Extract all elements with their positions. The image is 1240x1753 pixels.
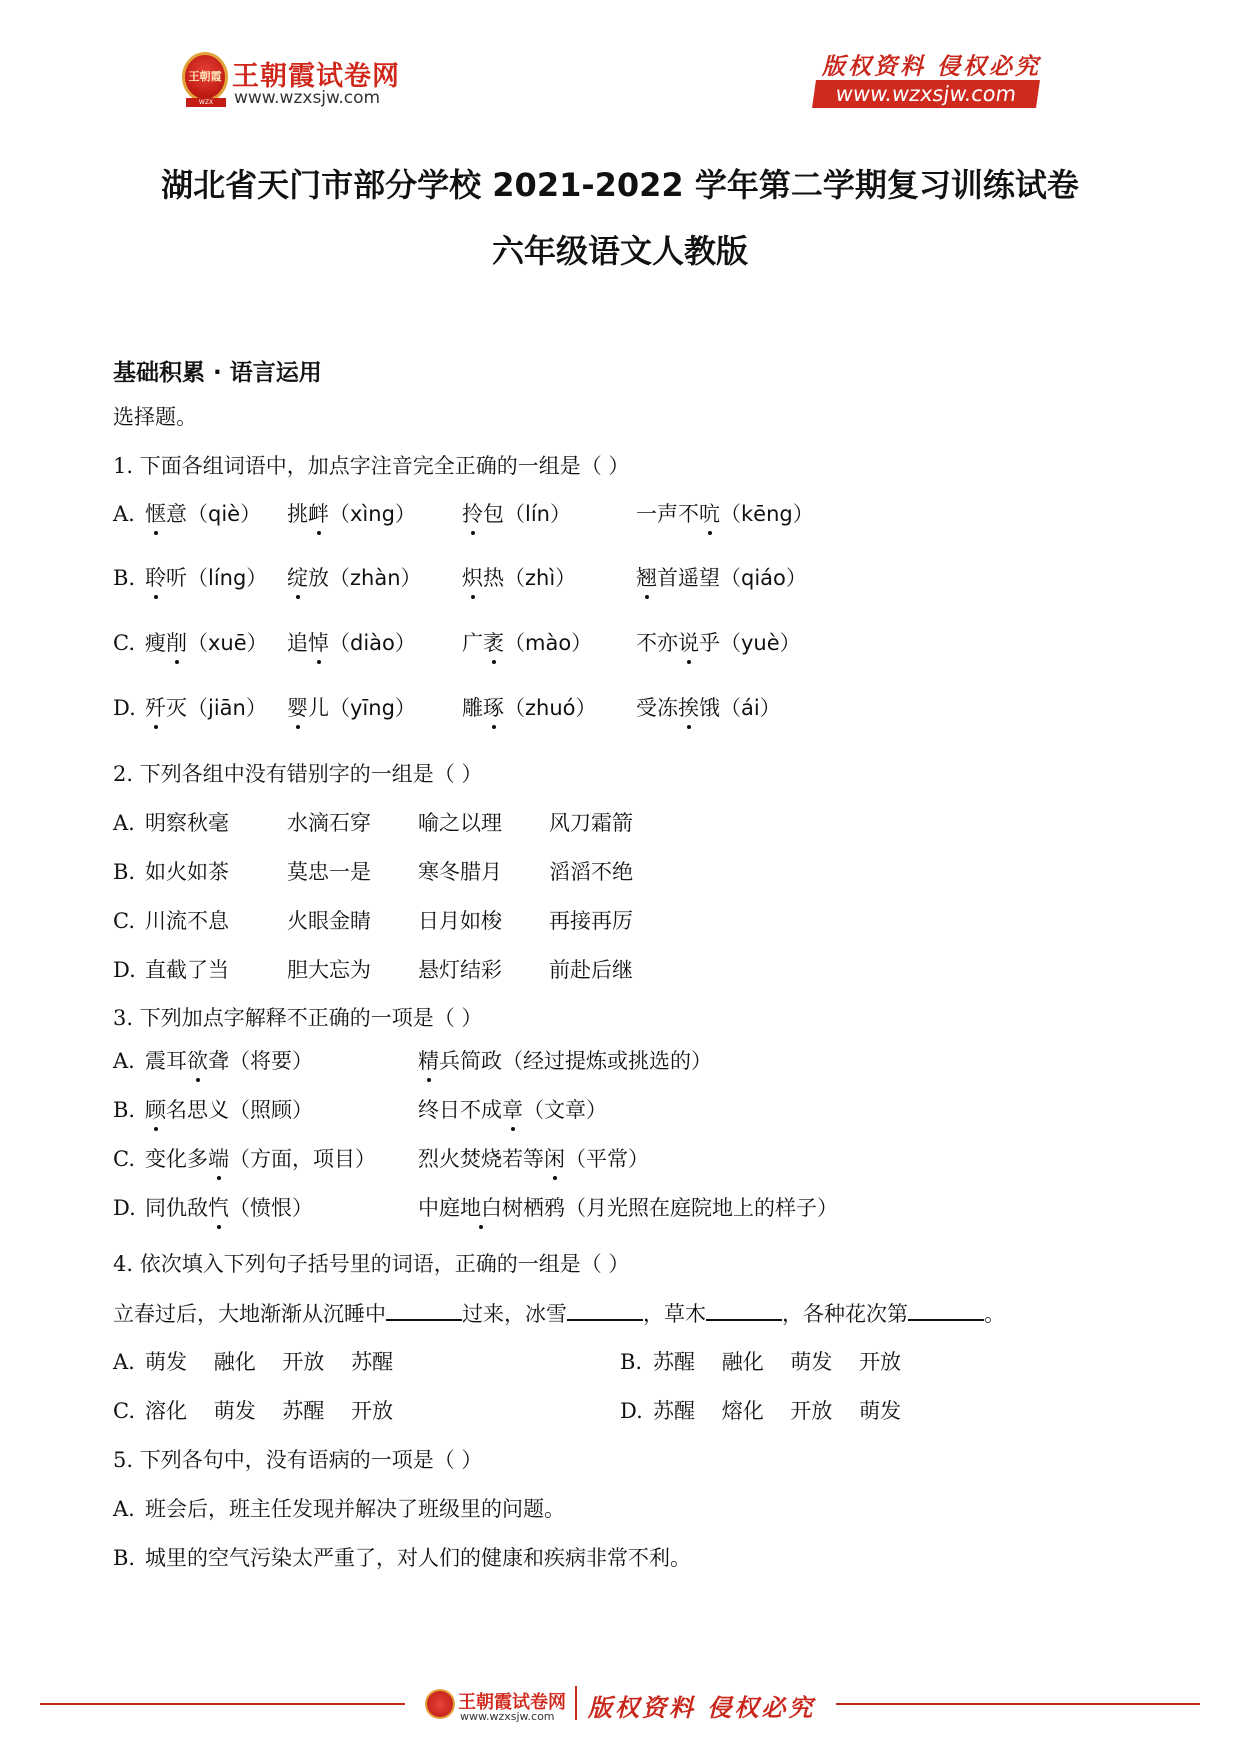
q1-b-item-2: 绽放（zhàn） bbox=[287, 566, 422, 590]
q1-d-item-3: 雕琢（zhuó） bbox=[462, 696, 597, 720]
idiom: 寒冬腊月 bbox=[418, 860, 502, 884]
q1-d-item-2: 婴儿（yīng） bbox=[287, 696, 416, 720]
idiom: 明察秋毫 bbox=[145, 811, 229, 835]
q1-b-item-3: 炽热（zhì） bbox=[462, 566, 577, 590]
fill-blank-4[interactable] bbox=[908, 1299, 984, 1321]
q1-stem: 1. 下面各组词语中，加点字注音完全正确的一组是（ ） bbox=[113, 454, 630, 478]
option-text: 萌发 融化 开放 苏醒 bbox=[145, 1350, 394, 1374]
idiom: 直截了当 bbox=[145, 958, 229, 982]
q3-c-item-2: 烈火焚烧若等闲（平常） bbox=[418, 1147, 649, 1171]
option-label: B. bbox=[113, 1098, 136, 1122]
idiom: 水滴石穿 bbox=[287, 811, 371, 835]
q3-a-item-2: 精兵简政（经过提炼或挑选的） bbox=[418, 1049, 712, 1073]
option-label: B. bbox=[113, 1546, 136, 1570]
option-label: A. bbox=[113, 811, 135, 835]
logo-url[interactable]: www.wzxsjw.com bbox=[234, 88, 381, 108]
logo-badge-icon: 王朝霞 bbox=[182, 52, 228, 102]
idiom: 日月如梭 bbox=[418, 909, 502, 933]
option-text: 班会后，班主任发现并解决了班级里的问题。 bbox=[145, 1497, 565, 1521]
logo-ribbon: WZX bbox=[186, 98, 226, 107]
q1-c-item-2: 追悼（diào） bbox=[287, 631, 416, 655]
option-label: D. bbox=[113, 958, 136, 982]
option-label: A. bbox=[113, 1497, 135, 1521]
option-text: 苏醒 熔化 开放 萌发 bbox=[653, 1399, 902, 1423]
q1-c-item-3: 广袤（mào） bbox=[462, 631, 593, 655]
footer-logo-name[interactable]: 王朝霞试卷网 bbox=[458, 1692, 566, 1713]
q3-b-item-2: 终日不成章（文章） bbox=[418, 1098, 607, 1122]
q4-stem: 4. 依次填入下列句子括号里的词语，正确的一组是（ ） bbox=[113, 1252, 630, 1276]
option-label: D. bbox=[113, 696, 136, 720]
q1-a-item-4: 一声不吭（kēng） bbox=[636, 502, 814, 526]
option-label: D. bbox=[113, 1196, 136, 1220]
idiom: 川流不息 bbox=[145, 909, 229, 933]
q4-sentence: 立春过后，大地渐渐从沉睡中 过来，冰雪 ，草木 ，各种花次第 。 bbox=[113, 1299, 1005, 1328]
section-heading: 基础积累 · 语言运用 bbox=[113, 360, 322, 386]
option-text: 苏醒 融化 萌发 开放 bbox=[653, 1350, 902, 1374]
option-label: B. bbox=[620, 1350, 643, 1374]
option-label: B. bbox=[113, 566, 136, 590]
footer-copyright: 版权资料 侵权必究 bbox=[588, 1693, 816, 1722]
idiom: 胆大忘为 bbox=[287, 958, 371, 982]
copyright-notice: 版权资料 侵权必究 bbox=[822, 53, 1042, 80]
idiom: 如火如茶 bbox=[145, 860, 229, 884]
option-text: 溶化 萌发 苏醒 开放 bbox=[145, 1399, 394, 1423]
fill-blank-1[interactable] bbox=[386, 1299, 462, 1321]
q1-d-item-4: 受冻挨饿（ái） bbox=[636, 696, 781, 720]
idiom: 滔滔不绝 bbox=[549, 860, 633, 884]
q2-stem: 2. 下列各组中没有错别字的一组是（ ） bbox=[113, 762, 483, 786]
q3-b-item-1: 顾名思义（照顾） bbox=[145, 1098, 313, 1122]
q3-d-item-1: 同仇敌忾（愤恨） bbox=[145, 1196, 313, 1220]
q3-stem: 3. 下列加点字解释不正确的一项是（ ） bbox=[113, 1006, 483, 1030]
q3-d-item-2: 中庭地白树栖鸦（月光照在庭院地上的样子） bbox=[418, 1196, 838, 1220]
idiom: 火眼金睛 bbox=[287, 909, 371, 933]
q3-a-item-1: 震耳欲聋（将要） bbox=[145, 1049, 313, 1073]
option-label: A. bbox=[113, 1350, 135, 1374]
q3-c-item-1: 变化多端（方面，项目） bbox=[145, 1147, 376, 1171]
option-label: B. bbox=[113, 860, 136, 884]
logo-name[interactable]: 王朝霞试卷网 bbox=[232, 61, 400, 92]
q1-a-item-2: 挑衅（xìng） bbox=[287, 502, 416, 526]
option-label: C. bbox=[113, 1399, 135, 1423]
page-title: 湖北省天门市部分学校 2021-2022 学年第二学期复习训练试卷 bbox=[161, 166, 1079, 204]
q1-c-item-4: 不亦说乎（yuè） bbox=[636, 631, 801, 655]
idiom: 前赴后继 bbox=[549, 958, 633, 982]
fill-blank-2[interactable] bbox=[567, 1299, 643, 1321]
option-label: A. bbox=[113, 502, 135, 526]
copyright-url[interactable]: www.wzxsjw.com bbox=[812, 80, 1040, 108]
fill-blank-3[interactable] bbox=[706, 1299, 782, 1321]
footer-divider-right bbox=[836, 1703, 1200, 1705]
idiom: 再接再厉 bbox=[549, 909, 633, 933]
option-label: C. bbox=[113, 909, 135, 933]
option-label: A. bbox=[113, 1049, 135, 1073]
idiom: 莫忠一是 bbox=[287, 860, 371, 884]
option-label: C. bbox=[113, 1147, 135, 1171]
footer-url[interactable]: www.wzxsjw.com bbox=[460, 1710, 555, 1723]
footer-divider-left bbox=[40, 1703, 405, 1705]
idiom: 风刀霜箭 bbox=[549, 811, 633, 835]
q1-b-item-1: 聆听（líng） bbox=[145, 566, 268, 590]
q1-b-item-4: 翘首遥望（qiáo） bbox=[636, 566, 807, 590]
idiom: 悬灯结彩 bbox=[418, 958, 502, 982]
option-label: C. bbox=[113, 631, 135, 655]
footer-logo-icon bbox=[425, 1689, 455, 1719]
q1-c-item-1: 瘦削（xuē） bbox=[145, 631, 268, 655]
idiom: 喻之以理 bbox=[418, 811, 502, 835]
q1-d-item-1: 歼灭（jiān） bbox=[145, 696, 267, 720]
page-subtitle: 六年级语文人教版 bbox=[491, 232, 748, 270]
intro-text: 选择题。 bbox=[113, 405, 197, 429]
option-label: D. bbox=[620, 1399, 643, 1423]
option-text: 城里的空气污染太严重了，对人们的健康和疾病非常不利。 bbox=[145, 1546, 691, 1570]
footer-separator bbox=[575, 1686, 577, 1720]
q1-a-item-1: 惬意（qiè） bbox=[145, 502, 262, 526]
q1-a-item-3: 拎包（lín） bbox=[462, 502, 571, 526]
q5-stem: 5. 下列各句中，没有语病的一项是（ ） bbox=[113, 1448, 483, 1472]
